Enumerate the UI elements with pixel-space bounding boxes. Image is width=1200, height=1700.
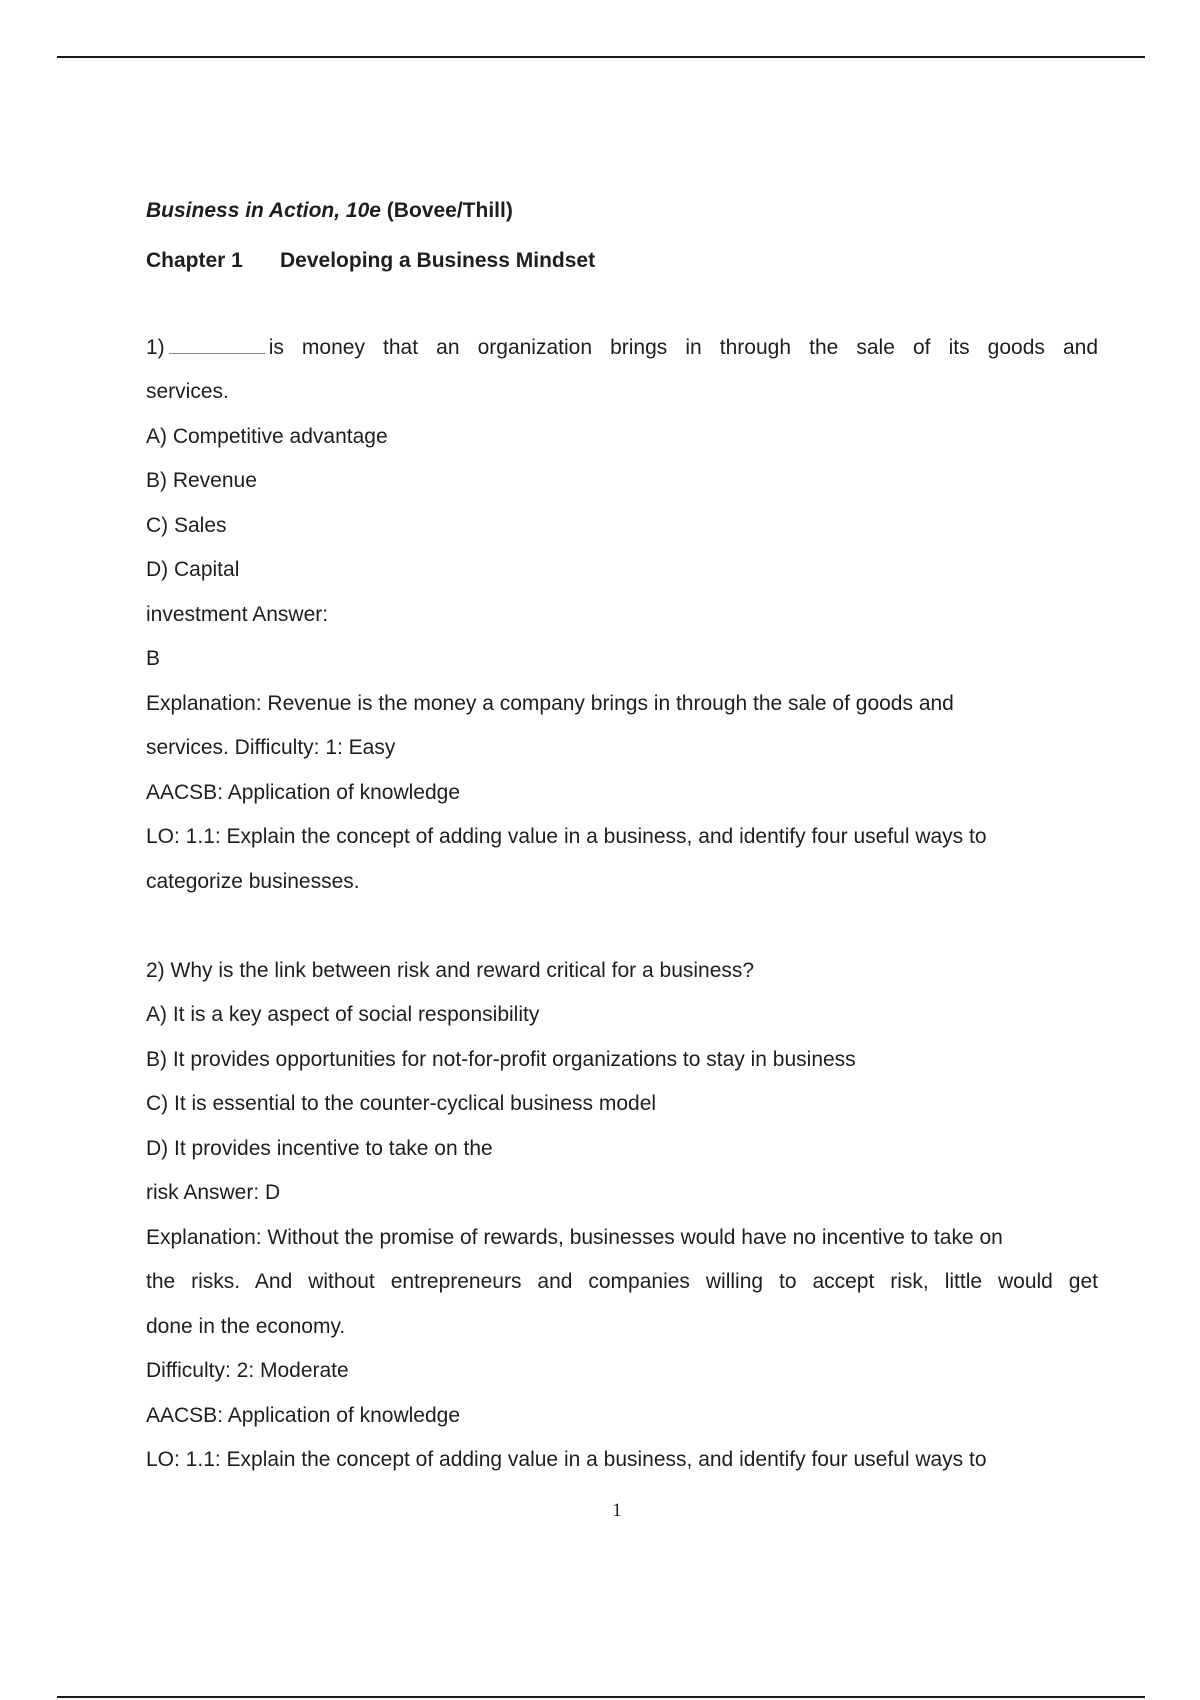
question-2-explanation: Explanation: Without the promise of rewards, businesses would have no incentive to take on [146,1226,1003,1249]
question-2-difficulty: Difficulty: 2: Moderate [146,1359,349,1382]
question-2-option-b: B) It provides opportunities for not-for-profit organizations to stay in business [146,1048,856,1071]
question-2-explanation-end: done in the economy. [146,1315,346,1338]
question-1-aacsb: AACSB: Application of knowledge [146,781,461,804]
chapter-title: Developing a Business Mindset [280,249,596,272]
question-1-stem: 1) is money that an organization brings in through the sale of its goods and [146,336,1098,359]
question-1-explanation: Explanation: Revenue is the money a company brings in through the sale of goods and [146,692,954,715]
question-1-explanation-cont: services. Difficulty: 1: Easy [146,736,396,759]
chapter-heading [146,247,1098,275]
book-title: Business in Action, 10e (Bovee/Thill) [146,199,513,222]
question-1-option-c: C) Sales [146,514,227,537]
question-2-explanation-cont: the risks. And without entrepreneurs and companies willing to accept risk, little would get [146,1270,1098,1293]
question-1-answer-label: investment Answer: [146,603,329,626]
question-2-option-d: D) It provides incentive to take on the [146,1137,493,1160]
question-1-answer: B [146,647,161,670]
question-1-lo: LO: 1.1: Explain the concept of adding value in a business, and identify four useful ways to [146,825,987,848]
question-2-option-c: C) It is essential to the counter-cyclical business model [146,1092,657,1115]
page-number: 1 [612,1500,622,1521]
question-1-option-a: A) Competitive advantage [146,425,388,448]
question-2-aacsb: AACSB: Application of knowledge [146,1404,461,1427]
question-1-stem-cont: services. [146,380,229,403]
question-2-answer: risk Answer: D [146,1181,281,1204]
bottom-rule [57,1696,1145,1698]
question-2-option-a: A) It is a key aspect of social responsibility [146,1003,540,1026]
question-1-option-d: D) Capital [146,558,240,581]
chapter-label: Chapter 1 [146,249,243,272]
question-1-lo-cont: categorize businesses. [146,870,360,893]
question-1-option-b: B) Revenue [146,469,257,492]
answer-blank [169,335,265,354]
question-2-stem: 2) Why is the link between risk and reward critical for a business? [146,959,755,982]
question-2-lo: LO: 1.1: Explain the concept of adding value in a business, and identify four useful ways to [146,1448,987,1471]
top-rule [57,56,1145,58]
